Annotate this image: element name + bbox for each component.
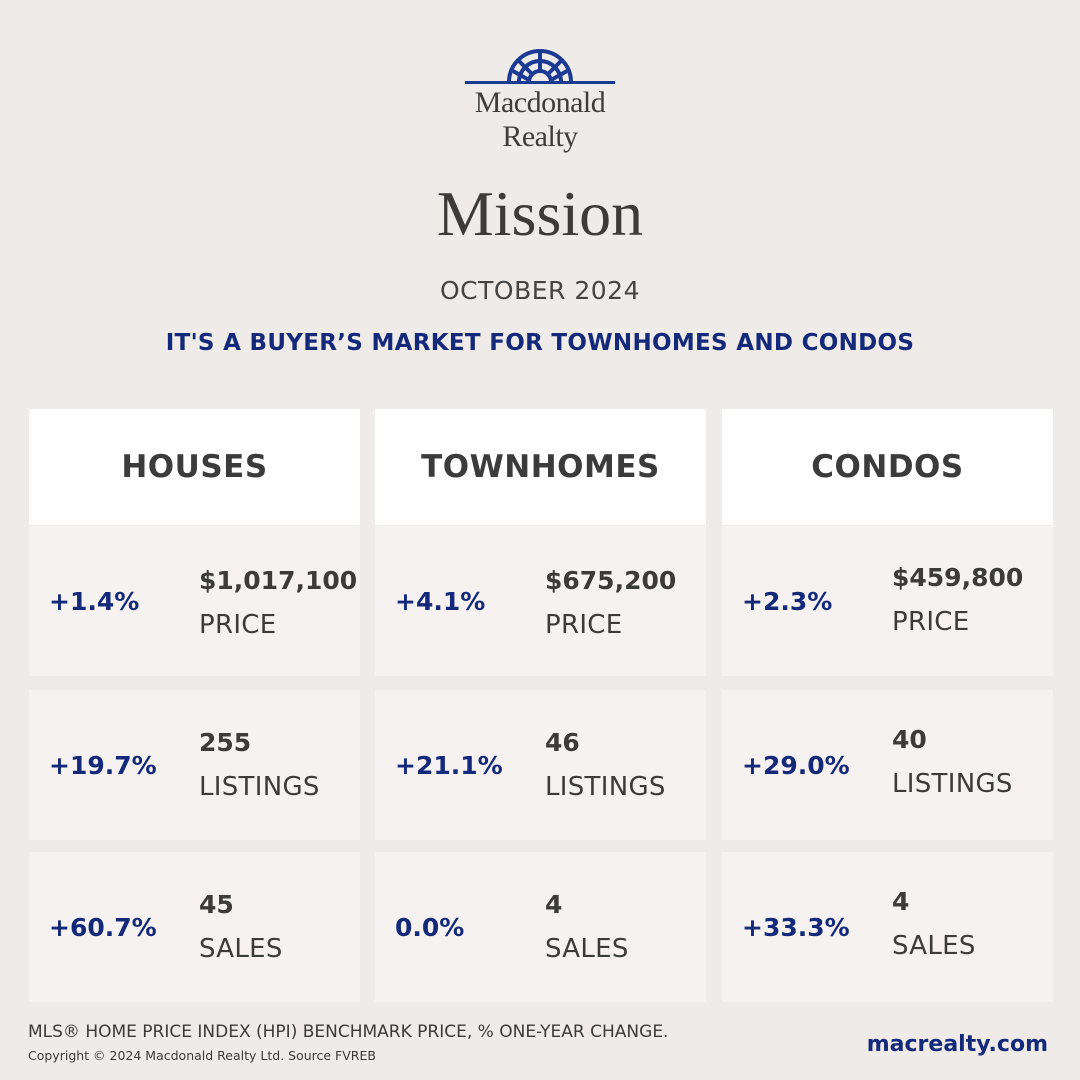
price-change: +2.3% [742, 586, 833, 616]
sales-label: SALES [892, 931, 976, 961]
copyright-text: Copyright © 2024 Macdonald Realty Ltd. Source FVREB [28, 1048, 376, 1063]
sales-change: 0.0% [395, 912, 465, 942]
listings-value: 40 [892, 725, 927, 754]
column-title: TOWNHOMES [375, 409, 706, 525]
hpi-footnote: MLS® HOME PRICE INDEX (HPI) BENCHMARK PRICE, % ONE-YEAR CHANGE. [28, 1022, 669, 1042]
column-title: HOUSES [29, 409, 360, 525]
sales-value: 4 [892, 887, 910, 916]
price-value: $675,200 [545, 566, 677, 595]
logo-mark-icon [463, 38, 617, 86]
sales-value: 4 [545, 890, 563, 919]
listings-stat-card [29, 690, 360, 840]
townhomes-column [375, 409, 706, 964]
sales-label: SALES [199, 934, 283, 964]
report-month: OCTOBER 2024 [440, 276, 640, 305]
sales-value: 45 [199, 890, 234, 919]
sales-label: SALES [545, 934, 629, 964]
listings-change: +21.1% [395, 750, 503, 780]
listings-value: 46 [545, 728, 580, 757]
price-stat-card [29, 526, 360, 676]
listings-stat-card [722, 690, 1053, 840]
website-link[interactable]: macrealty.com [866, 1032, 1048, 1057]
listings-stat-card [375, 690, 706, 840]
listings-label: LISTINGS [199, 772, 320, 802]
price-stat-card [375, 526, 706, 676]
sales-stat-card [29, 852, 360, 1002]
listings-label: LISTINGS [545, 772, 666, 802]
listings-label: LISTINGS [892, 769, 1013, 799]
sales-change: +33.3% [742, 912, 850, 942]
column-title: CONDOS [722, 409, 1053, 525]
sales-change: +60.7% [49, 912, 157, 942]
brand-logo [440, 38, 640, 168]
price-value: $1,017,100 [199, 566, 358, 595]
price-label: PRICE [545, 610, 623, 640]
price-stat-card [722, 526, 1053, 676]
price-change: +1.4% [49, 586, 140, 616]
sales-stat-card [375, 852, 706, 1002]
listings-change: +29.0% [742, 750, 850, 780]
price-change: +4.1% [395, 586, 486, 616]
sales-stat-card [722, 852, 1053, 1002]
houses-column [29, 409, 360, 964]
price-label: PRICE [892, 607, 970, 637]
price-label: PRICE [199, 610, 277, 640]
price-value: $459,800 [892, 563, 1024, 592]
listings-change: +19.7% [49, 750, 157, 780]
market-headline: IT'S A BUYER’S MARKET FOR TOWNHOMES AND CONDOS [165, 330, 915, 356]
brand-name-line1: Macdonald [474, 86, 606, 119]
brand-name-line2: Realty [502, 120, 578, 153]
condos-column [722, 409, 1053, 961]
listings-value: 255 [199, 728, 252, 757]
city-title: Mission [436, 178, 644, 249]
